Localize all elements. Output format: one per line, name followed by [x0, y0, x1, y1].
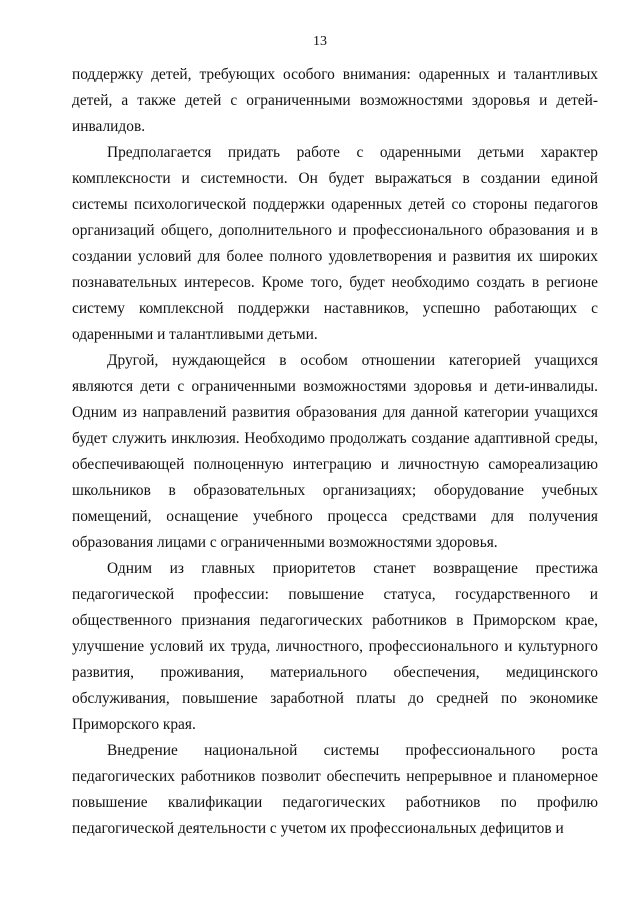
- paragraph-disabled-children: Другой, нуждающейся в особом отношении категорией учащихся являются дети с ограниченными возможностями здоровья и дети-инвалиды. Одним из направлений развития образования для данной категории учащихся будет служить инклюзия. Необходимо продолжать создание адаптивной среды, обеспечивающей полноценную интеграцию и личностную самореализацию школьников в образовательных организациях; оборудование учебных помещений, оснащение учебного процесса средствами для получения образования лицами с ограниченными возможностями здоровья.: [72, 352, 598, 551]
- paragraph-teacher-prestige: Одним из главных приоритетов станет возвращение престижа педагогической профессии: повышение статуса, государственного и общественного признания педагогических работников в Приморском крае, улучшение условий их труда, личностного, профессионального и культурного развития, проживания, материального обеспечения, медицинского обслуживания, повышение заработной платы до средней по экономике Приморского края.: [72, 560, 598, 733]
- paragraph-professional-growth: Внедрение национальной системы профессионального роста педагогических работников позволит обеспечить непрерывное и планомерное повышение квалификации педагогических работников по профилю педагогической деятельности с учетом их профессиональных дефицитов и: [72, 742, 598, 837]
- paragraph-continuation: поддержку детей, требующих особого внимания: одаренных и талантливых детей, а также детей с ограниченными возможностями здоровья и детей-инвалидов.: [72, 66, 598, 135]
- page-number: 13: [313, 34, 327, 49]
- paragraph-gifted-children: Предполагается придать работе с одаренными детьми характер комплексности и системности. Он будет выражаться в создании единой системы психологической поддержки одаренных детей со стороны педагогов организаций общего, дополнительного и профессионального образования и в создании условий для более полного удовлетворения и развития их широких познавательных интересов. Кроме того, будет необходимо создать в регионе систему комплексной поддержки наставников, успешно работающих с одаренными и талантливыми детьми.: [72, 144, 598, 343]
- document-body: [72, 62, 598, 842]
